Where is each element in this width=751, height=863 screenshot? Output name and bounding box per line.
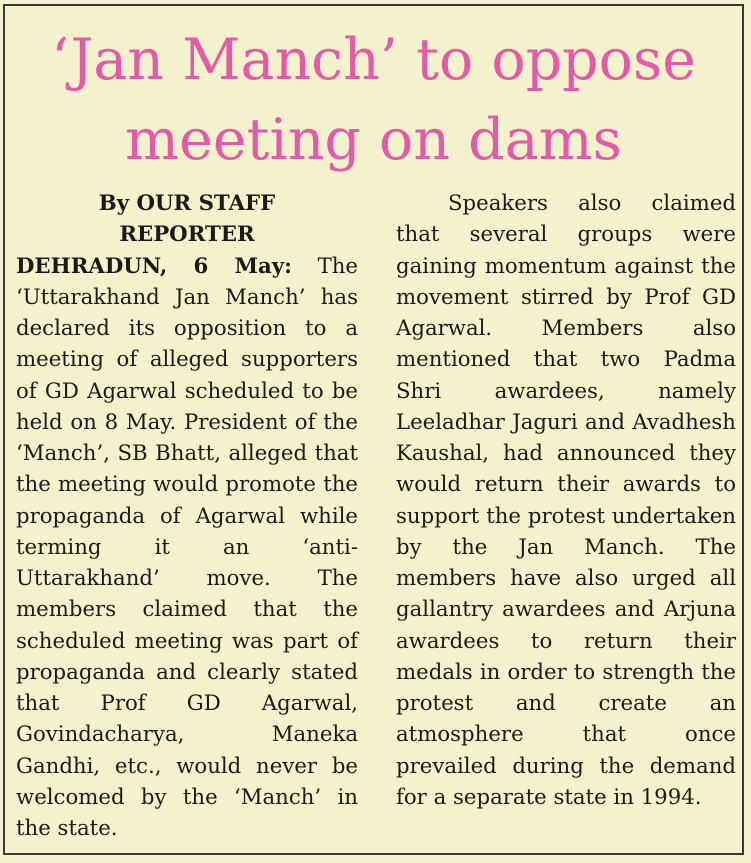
byline-line-2: REPORTER <box>119 222 255 248</box>
article-column-left <box>16 188 358 844</box>
dateline: DEHRADUN, 6 May: <box>16 253 292 279</box>
byline <box>16 188 358 251</box>
byline-line-1: By OUR STAFF <box>98 191 276 216</box>
paragraph-2-text: Speakers also claimed that several groups were gaining momentum against the movement stirred by Prof GD Agarwal. Members also mentioned that two Padma Shri awardees, namely Leeladhar Jaguri and Avadhesh Kaushal, had announced they would return their awards to support the protest undertaken by the Jan Manch. The members have also urged all gallantry awardees and Arjuna awardees to return their medals in order to strength the protest and create an atmosphere that once prevailed during the demand for a separate state in 1994. <box>396 191 736 810</box>
article-column-right <box>396 188 736 813</box>
headline-line-2: meeting on dams <box>125 107 622 173</box>
headline-line-1: ‘Jan Manch’ to oppose <box>51 27 696 93</box>
paragraph-1-text: The ‘Uttarakhand Jan Manch’ has declared its opposition to a meeting of alleged supporters of GD Agarwal scheduled to be held on 8 May. President of the ‘Manch’, SB Bhatt, alleged that the meeting would promote the propaganda of Agarwal while terming it an ‘anti-Uttarakhand’ move. The members claimed that the scheduled meeting was part of propaganda and clearly stated that Prof GD Agarwal, Govindacharya, Maneka Gandhi, etc., would never be welcomed by the ‘Manch’ in the state. <box>16 253 358 841</box>
headline <box>5 20 742 180</box>
newspaper-clipping <box>3 4 744 855</box>
article-paragraph-1 <box>16 251 358 845</box>
article-paragraph-2 <box>396 188 736 813</box>
